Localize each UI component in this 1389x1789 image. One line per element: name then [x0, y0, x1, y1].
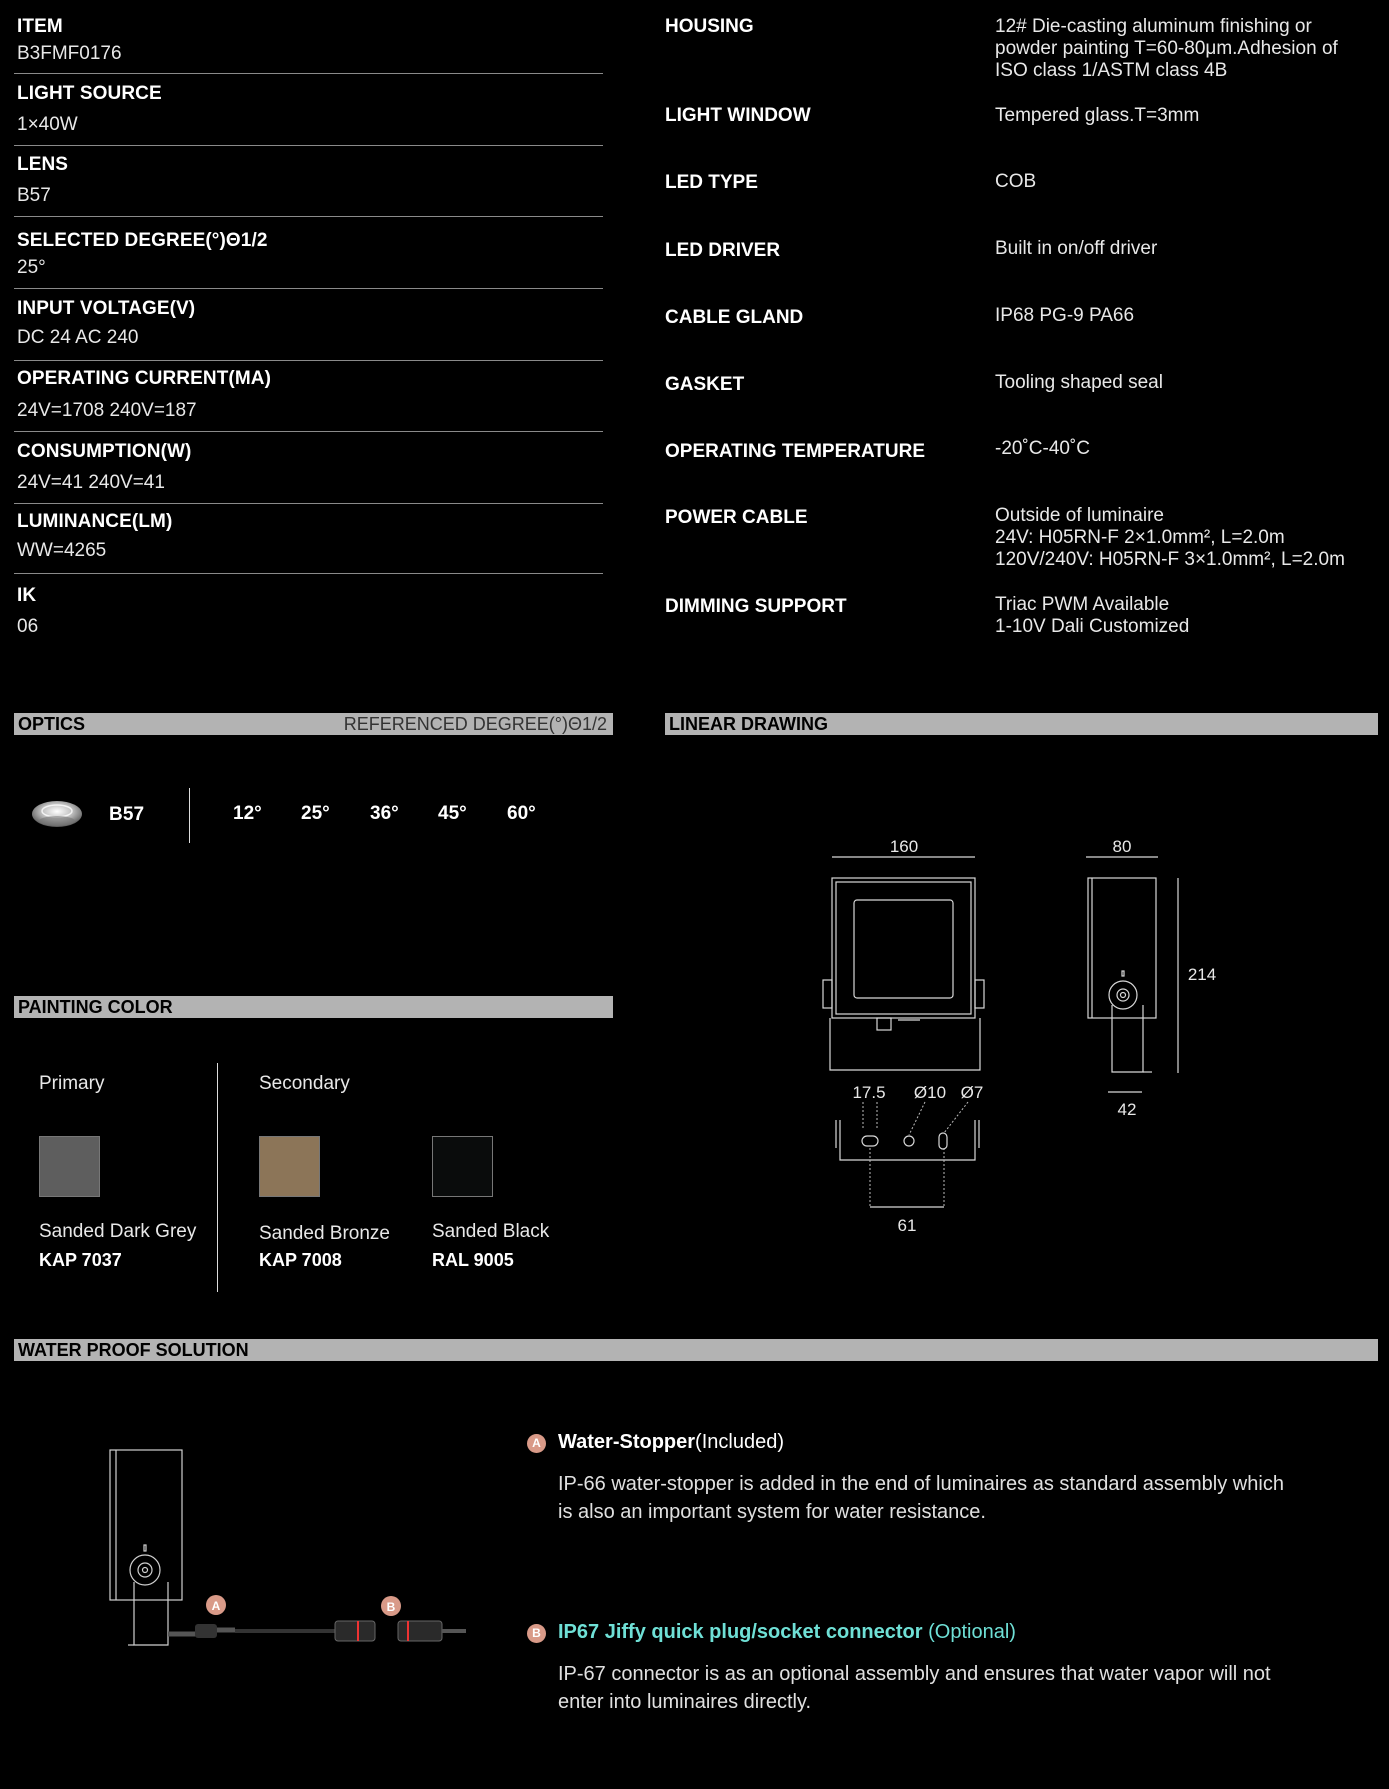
waterproof-header — [14, 1339, 1378, 1361]
spec-value-light-window: Tempered glass.T=3mm — [995, 105, 1200, 126]
color-code-dark-grey: KAP 7037 — [39, 1250, 122, 1270]
lens-icon — [30, 798, 84, 834]
color-code-black: RAL 9005 — [432, 1250, 514, 1270]
dim-spacing: 61 — [897, 1216, 917, 1235]
spec-value-lens: B57 — [17, 185, 51, 206]
spec-value-consumption: 24V=41 240V=41 — [17, 472, 165, 493]
dim-width: 160 — [889, 837, 919, 856]
divider — [14, 145, 603, 146]
primary-label: Primary — [39, 1073, 105, 1094]
spec-value-luminance: WW=4265 — [17, 540, 107, 561]
spec-label-operating-temperature: OPERATING TEMPERATURE — [665, 441, 926, 462]
dim-slot: 17.5 — [852, 1083, 886, 1102]
optics-degree-36[interactable]: 36° — [370, 803, 399, 824]
spec-label-led-driver: LED DRIVER — [665, 240, 781, 261]
divider — [14, 73, 603, 74]
spec-label-selected-degree: SELECTED DEGREE(°)Θ1/2 — [17, 230, 268, 251]
spec-value-dimming-support: Triac PWM Available 1-10V Dali Customized — [995, 594, 1190, 637]
secondary-label: Secondary — [259, 1073, 350, 1094]
color-name-black: Sanded Black — [432, 1221, 550, 1242]
waterproof-illustration — [100, 1440, 480, 1660]
optics-referenced-degree: REFERENCED DEGREE(°)Θ1/2 — [343, 714, 607, 734]
waterproof-title: WATER PROOF SOLUTION — [18, 1340, 249, 1360]
front-window — [854, 900, 953, 998]
spec-value-housing: 12# Die-casting aluminum finishing or powder painting T=60-80μm.Adhesion of ISO class 1/ASTM class 4B — [995, 16, 1338, 81]
badge-a: A — [527, 1434, 546, 1453]
divider — [14, 360, 603, 361]
spec-label-light-window: LIGHT WINDOW — [665, 105, 811, 126]
spec-value-led-type: COB — [995, 171, 1037, 192]
water-stopper-title: Water-Stopper(Included) — [558, 1431, 784, 1453]
color-name-bronze: Sanded Bronze — [259, 1223, 390, 1244]
dim-hole-10: Ø10 — [913, 1083, 947, 1102]
plug-icon — [335, 1621, 375, 1641]
painting-divider — [217, 1063, 218, 1292]
spec-value-input-voltage: DC 24 AC 240 — [17, 327, 139, 348]
divider — [14, 503, 603, 504]
linear-drawing-header — [665, 713, 1378, 735]
spec-label-housing: HOUSING — [665, 16, 754, 37]
spec-label-consumption: CONSUMPTION(W) — [17, 441, 192, 462]
dim-height: 214 — [1187, 965, 1217, 984]
front-bracket — [830, 1018, 980, 1070]
spec-label-gasket: GASKET — [665, 374, 745, 395]
water-stopper-icon — [195, 1624, 217, 1638]
spec-label-light-source: LIGHT SOURCE — [17, 83, 162, 104]
dim-depth: 80 — [1112, 837, 1132, 856]
color-swatch-black[interactable] — [432, 1136, 493, 1197]
linear-drawing-title: LINEAR DRAWING — [669, 714, 828, 734]
socket-icon — [398, 1621, 442, 1641]
spec-label-led-type: LED TYPE — [665, 172, 758, 193]
divider — [14, 288, 603, 289]
badge-a-illustration: A — [211, 1599, 221, 1613]
spec-value-selected-degree: 25° — [17, 257, 46, 278]
optics-title: OPTICS — [18, 714, 86, 734]
spec-label-power-cable: POWER CABLE — [665, 507, 808, 528]
color-swatch-bronze[interactable] — [259, 1136, 320, 1197]
spec-value-item: B3FMF0176 — [17, 43, 122, 64]
color-code-bronze: KAP 7008 — [259, 1250, 342, 1270]
optics-header — [14, 713, 613, 735]
optics-divider — [189, 788, 190, 843]
spec-value-power-cable: Outside of luminaire 24V: H05RN-F 2×1.0mm², L=2.0m 120V/240V: H05RN-F 3×1.0mm², L=2.0m — [995, 505, 1345, 570]
spec-value-gasket: Tooling shaped seal — [995, 372, 1163, 393]
badge-b: B — [527, 1624, 546, 1643]
spec-label-lens: LENS — [17, 154, 69, 175]
spec-label-ik: IK — [17, 585, 37, 606]
spec-value-led-driver: Built in on/off driver — [995, 238, 1158, 259]
painting-color-header — [14, 996, 613, 1018]
spec-value-cable-gland: IP68 PG-9 PA66 — [995, 305, 1135, 326]
divider — [14, 431, 603, 432]
optics-degree-25[interactable]: 25° — [301, 803, 330, 824]
optics-lens-name: B57 — [109, 804, 145, 825]
water-stopper-description: IP-66 water-stopper is added in the end of luminaires as standard assembly which is also an important system for water resistance. — [558, 1473, 1284, 1523]
optics-degree-12[interactable]: 12° — [233, 803, 262, 824]
linear-drawing — [820, 830, 1240, 1240]
spec-value-operating-current: 24V=1708 240V=187 — [17, 400, 197, 421]
jiffy-connector-title: IP67 Jiffy quick plug/socket connector (Optional) — [558, 1621, 1016, 1643]
painting-color-title: PAINTING COLOR — [18, 997, 173, 1017]
spec-value-operating-temperature: -20˚C-40˚C — [995, 438, 1091, 459]
optics-degree-60[interactable]: 60° — [507, 803, 536, 824]
color-name-dark-grey: Sanded Dark Grey — [39, 1221, 197, 1242]
spec-value-ik: 06 — [17, 616, 39, 637]
dim-hole-7: Ø7 — [960, 1083, 984, 1102]
dim-bracket: 42 — [1117, 1100, 1137, 1119]
spec-label-cable-gland: CABLE GLAND — [665, 307, 804, 328]
divider — [14, 216, 603, 217]
spec-label-input-voltage: INPUT VOLTAGE(V) — [17, 298, 196, 319]
spec-value-light-source: 1×40W — [17, 114, 78, 135]
divider — [14, 573, 603, 574]
spec-label-dimming-support: DIMMING SUPPORT — [665, 596, 847, 617]
badge-b-illustration: B — [386, 1600, 396, 1614]
spec-label-luminance: LUMINANCE(LM) — [17, 511, 173, 532]
optics-degree-45[interactable]: 45° — [438, 803, 467, 824]
jiffy-connector-description: IP-67 connector is as an optional assembly and ensures that water vapor will not enter into luminaires directly. — [558, 1663, 1271, 1713]
spec-label-operating-current: OPERATING CURRENT(MA) — [17, 368, 272, 389]
color-swatch-dark-grey[interactable] — [39, 1136, 100, 1197]
spec-label-item: ITEM — [17, 16, 63, 37]
